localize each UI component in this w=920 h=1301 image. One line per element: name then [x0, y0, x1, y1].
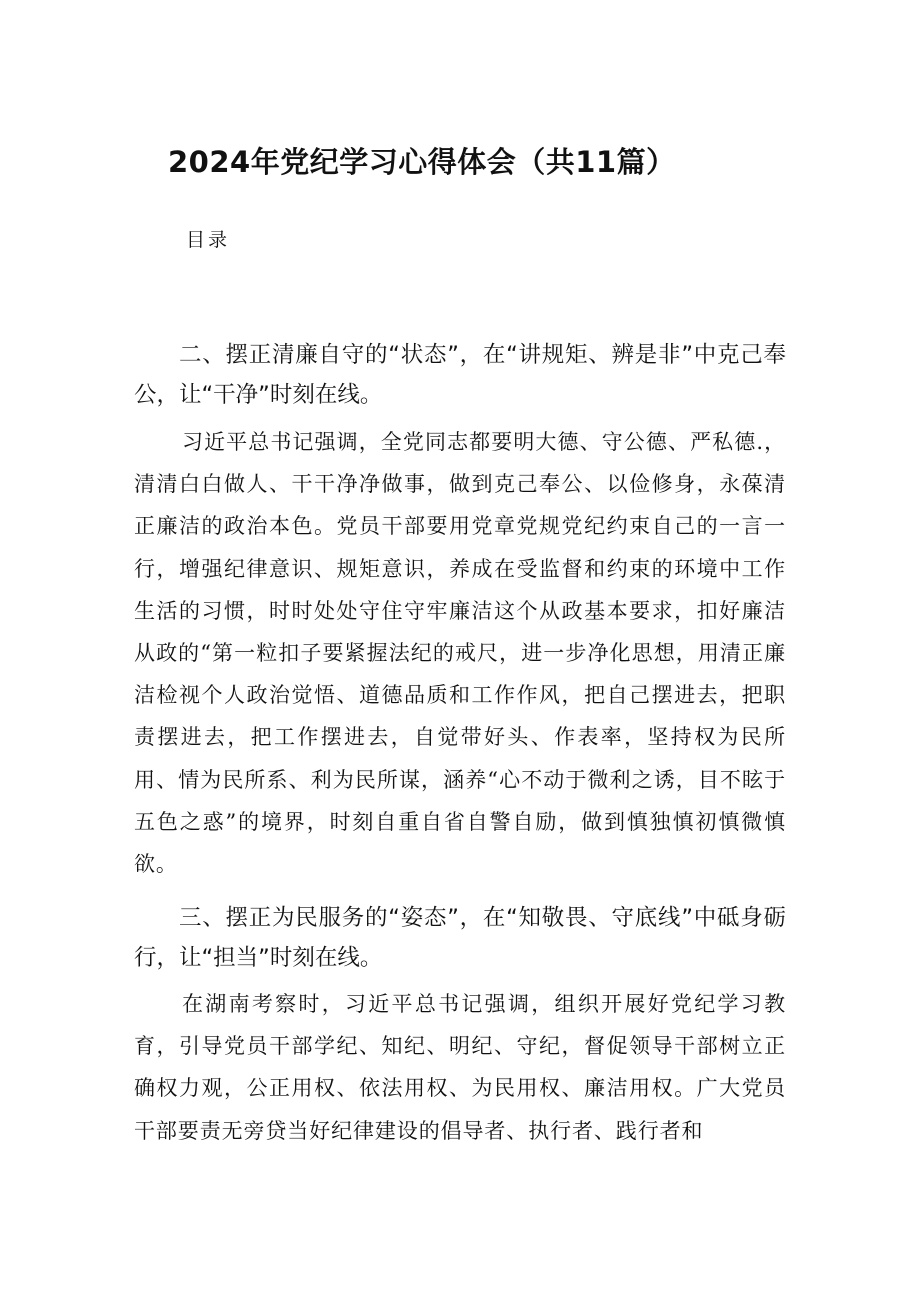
section-paragraph-3: 在湖南考察时，习近平总书记强调，组织开展好党纪学习教育，引导党员干部学纪、知纪、明纪、守纪，督促领导干部树立正确权力观，公正用权、依法用权、为民用权、廉洁用权。广大党员干部要责无旁贷当好纪律建设的倡导者、执行者、践行者和 — [134, 992, 786, 1143]
section-paragraph-2: 习近平总书记强调，全党同志都要明大德、守公德、严私德.，清清白白做人、干干净净做事，做到克己奉公、以俭修身，永葆清正廉洁的政治本色。党员干部要用党章党规党纪约束自己的一言一行，增强纪律意识、规矩意识，养成在受监督和约束的环境中工作生活的习惯，时时处处守住守牢廉洁这个从政基本要求，扣好廉洁从政的“第一粒扣子要紧握法纪的戒尺，进一步净化思想，用清正廉洁检视个人政治觉悟、道德品质和工作作风，把自己摆进去，把职责摆进去，把工作摆进去，自觉带好头、作表率，坚持权为民所用、情为民所系、利为民所谋，涵养“心不动于微利之诱，目不眩于五色之惑”的境界，时刻自重自省自警自励，做到慎独慎初慎微慎欲。 — [134, 430, 786, 877]
section-heading-3: 三、摆正为民服务的“姿态”，在“知敬畏、守底线”中砥身砺行，让“担当”时刻在线。 — [134, 905, 786, 971]
document-title: 2024年党纪学习心得体会（共11篇） — [168, 145, 676, 179]
table-of-contents-label: 目录 — [186, 229, 231, 251]
section-heading-2: 二、摆正清廉自守的“状态”，在“讲规矩、辨是非”中克己奉公，让“干净”时刻在线。 — [134, 342, 786, 408]
